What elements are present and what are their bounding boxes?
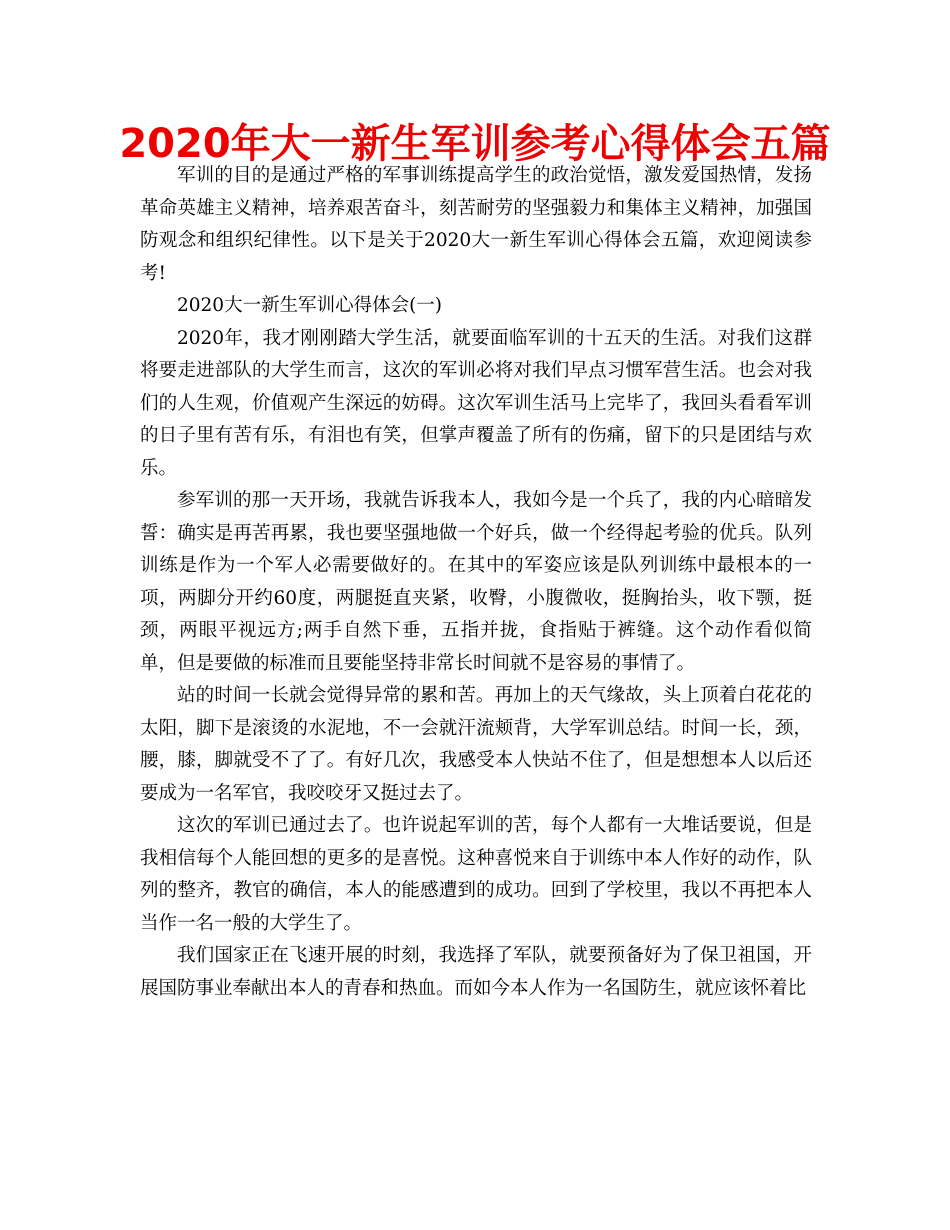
body-paragraph: 2020年，我才刚刚踏大学生活，就要面临军训的十五天的生活。对我们这群将要走进部队的大学生而言，这次的军训必将对我们早点习惯军营生活。也会对我们的人生观，价值观产生深远的妨碍。这次军训生活马上完毕了，我回头看看军训的日子里有苦有乐，有泪也有笑，但掌声覆盖了所有的伤痛，留下的只是团结与欢乐。 xyxy=(140,327,812,479)
body-paragraph: 我们国家正在飞速开展的时刻，我选择了军队，就要预备好为了保卫祖国，开展国防事业奉献出本人的青春和热血。而如今本人作为一名国防生，就应该怀着比 xyxy=(140,945,812,999)
body-paragraph: 站的时间一长就会觉得异常的累和苦。再加上的天气缘故，头上顶着白花花的太阳，脚下是滚烫的水泥地，不一会就汗流颊背，大学军训总结。时间一长，颈，腰，膝，脚就受不了了。有好几次，我感受本人快站不住了，但是想想本人以后还要成为一名军官，我咬咬牙又挺过去了。 xyxy=(140,685,812,804)
body-paragraph: 这次的军训已通过去了。也许说起军训的苦，每个人都有一大堆话要说，但是我相信每个人能回想的更多的是喜悦。这种喜悦来自于训练中本人作好的动作，队列的整齐，教官的确信，本人的能感遭到的成功。回到了学校里，我以不再把本人当作一名一般的大学生了。 xyxy=(140,815,812,934)
document-title: 2020年大一新生军训参考心得体会五篇 xyxy=(119,121,831,167)
document-body xyxy=(140,160,812,1005)
body-paragraph: 参军训的那一天开场，我就告诉我本人，我如今是一个兵了，我的内心暗暗发誓：确实是再苦再累，我也要坚强地做一个好兵，做一个经得起考验的优兵。队列训练是作为一个军人必需要做好的。在其中的军姿应该是队列训练中最根本的一项，两脚分开约60度，两腿挺直夹紧，收臀，小腹微收，挺胸抬头，收下颚，挺颈，两眼平视远方;两手自然下垂，五指并拢，食指贴于裤缝。这个动作看似简单，但是要做的标准而且要能坚持非常长时间就不是容易的事情了。 xyxy=(140,490,812,674)
intro-paragraph: 军训的目的是通过严格的军事训练提高学生的政治觉悟，激发爱国热情，发扬革命英雄主义精神，培养艰苦奋斗，刻苦耐劳的坚强毅力和集体主义精神，加强国防观念和组织纪律性。以下是关于2020大一新生军训心得体会五篇，欢迎阅读参考! xyxy=(140,165,812,284)
section-heading: 2020大一新生军训心得体会(一) xyxy=(177,295,443,316)
